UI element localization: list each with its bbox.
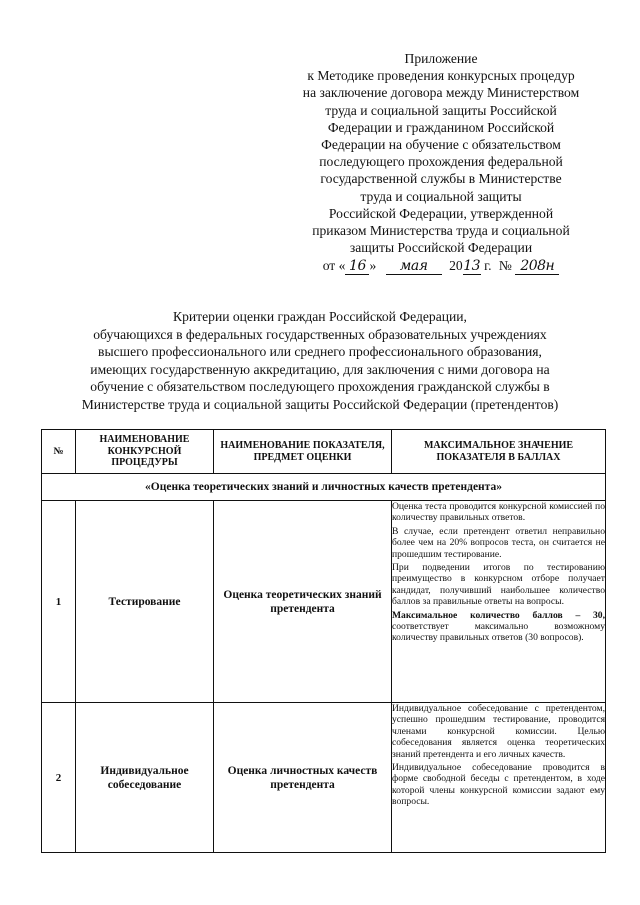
indicator-name: Оценка теоретических знаний претендента bbox=[214, 501, 392, 703]
order-date-line bbox=[268, 257, 614, 275]
description-paragraph: В случае, если претендент ответил неправильно более чем на 20% вопросов теста, он считается не прошедшим тестирование. bbox=[392, 525, 605, 560]
description-paragraph: Индивидуальное собеседование с претендентом, успешно прошедшим тестирование, проводится членами конкурсной комиссии. Целью собеседования является оценка теоретических знаний претендента и его личных качеств. bbox=[392, 703, 605, 760]
appendix-line: государственной службы в Министерстве bbox=[320, 171, 562, 187]
criteria-table bbox=[41, 429, 606, 853]
date-year-prefix: 20 bbox=[449, 258, 463, 274]
appendix-line: приказом Министерства труда и социальной bbox=[312, 223, 570, 239]
header-procedure: НАИМЕНОВАНИЕ КОНКУРСНОЙ ПРОЦЕДУРЫ bbox=[76, 430, 214, 474]
date-month: мая bbox=[386, 259, 442, 275]
description-paragraph: Оценка теста проводится конкурсной комиссией по количеству правильных ответов. bbox=[392, 501, 605, 524]
date-year-unit: г. bbox=[484, 258, 492, 274]
header-max-value: МАКСИМАЛЬНОЕ ЗНАЧЕНИЕ ПОКАЗАТЕЛЯ В БАЛЛАХ bbox=[392, 430, 606, 474]
header-indicator: НАИМЕНОВАНИЕ ПОКАЗАТЕЛЯ, ПРЕДМЕТ ОЦЕНКИ bbox=[214, 430, 392, 474]
appendix-line: к Методике проведения конкурсных процедур bbox=[307, 68, 575, 84]
indicator-name: Оценка личностных качеств претендента bbox=[214, 703, 392, 853]
description-paragraph: Индивидуальное собеседование проводится в форме свободной беседы с претендентом, в ходе которой члены конкурсной комиссии задают ему вопросы. bbox=[392, 762, 605, 808]
max-value-description bbox=[392, 703, 606, 853]
date-year-suffix: 13 bbox=[463, 258, 481, 275]
date-quote-close: » bbox=[369, 258, 377, 274]
appendix-line: Федерации и гражданином Российской bbox=[327, 119, 555, 135]
appendix-line: на заключение договора между Министерством bbox=[302, 85, 580, 101]
section-row bbox=[42, 474, 606, 501]
appendix-block bbox=[268, 50, 614, 275]
max-value-description bbox=[392, 501, 606, 703]
appendix-line: Приложение bbox=[404, 51, 478, 66]
procedure-name: Тестирование bbox=[76, 501, 214, 703]
date-day: 16 bbox=[345, 259, 369, 275]
order-number: 208н bbox=[515, 259, 559, 275]
appendix-line: защиты Российской Федерации bbox=[349, 240, 533, 256]
table-row bbox=[42, 501, 606, 703]
max-points-rest: соответствует максимально возможному количеству правильных ответов (30 вопросов). bbox=[392, 621, 605, 644]
appendix-line: Российской Федерации, утвержденной bbox=[328, 205, 554, 221]
criteria-title-line: высшего профессионального или среднего профессионального образования, bbox=[98, 344, 542, 360]
table-row bbox=[42, 703, 606, 853]
description-paragraph: При подведении итогов по тестированию преимущество в конкурсном отборе получает кандидат, получивший наибольшее количество баллов за правильные ответы на вопросы. bbox=[392, 562, 605, 608]
order-number-label: № bbox=[498, 258, 512, 274]
appendix-line: последующего прохождения федеральной bbox=[319, 154, 563, 170]
criteria-title-line: имеющих государственную аккредитацию, для заключения с ними договора на bbox=[90, 361, 550, 377]
max-points-bold: Максимальное количество баллов – 30, bbox=[392, 609, 605, 621]
appendix-line: Федерации на обучение с обязательством bbox=[321, 137, 561, 153]
max-points-paragraph bbox=[392, 610, 605, 644]
criteria-title-line: Критерии оценки граждан Российской Федерации, bbox=[173, 309, 467, 324]
appendix-line: труда и социальной защиты bbox=[360, 188, 522, 204]
table-header-row bbox=[42, 430, 606, 474]
appendix-line: труда и социальной защиты Российской bbox=[325, 102, 557, 118]
section-title: «Оценка теоретических знаний и личностных качеств претендента» bbox=[42, 474, 606, 501]
criteria-title-line: обучающихся в федеральных государственных образовательных учреждениях bbox=[93, 326, 547, 342]
procedure-name: Индивидуальное собеседование bbox=[76, 703, 214, 853]
criteria-title-line: обучение с обязательством последующего прохождения гражданской службы в bbox=[90, 379, 550, 395]
criteria-title bbox=[40, 308, 600, 414]
row-number: 1 bbox=[42, 501, 76, 703]
row-number: 2 bbox=[42, 703, 76, 853]
date-prefix: от « bbox=[322, 258, 346, 274]
header-num: № bbox=[42, 430, 76, 474]
criteria-title-line: Министерстве труда и социальной защиты Российской Федерации (претендентов) bbox=[81, 396, 559, 412]
